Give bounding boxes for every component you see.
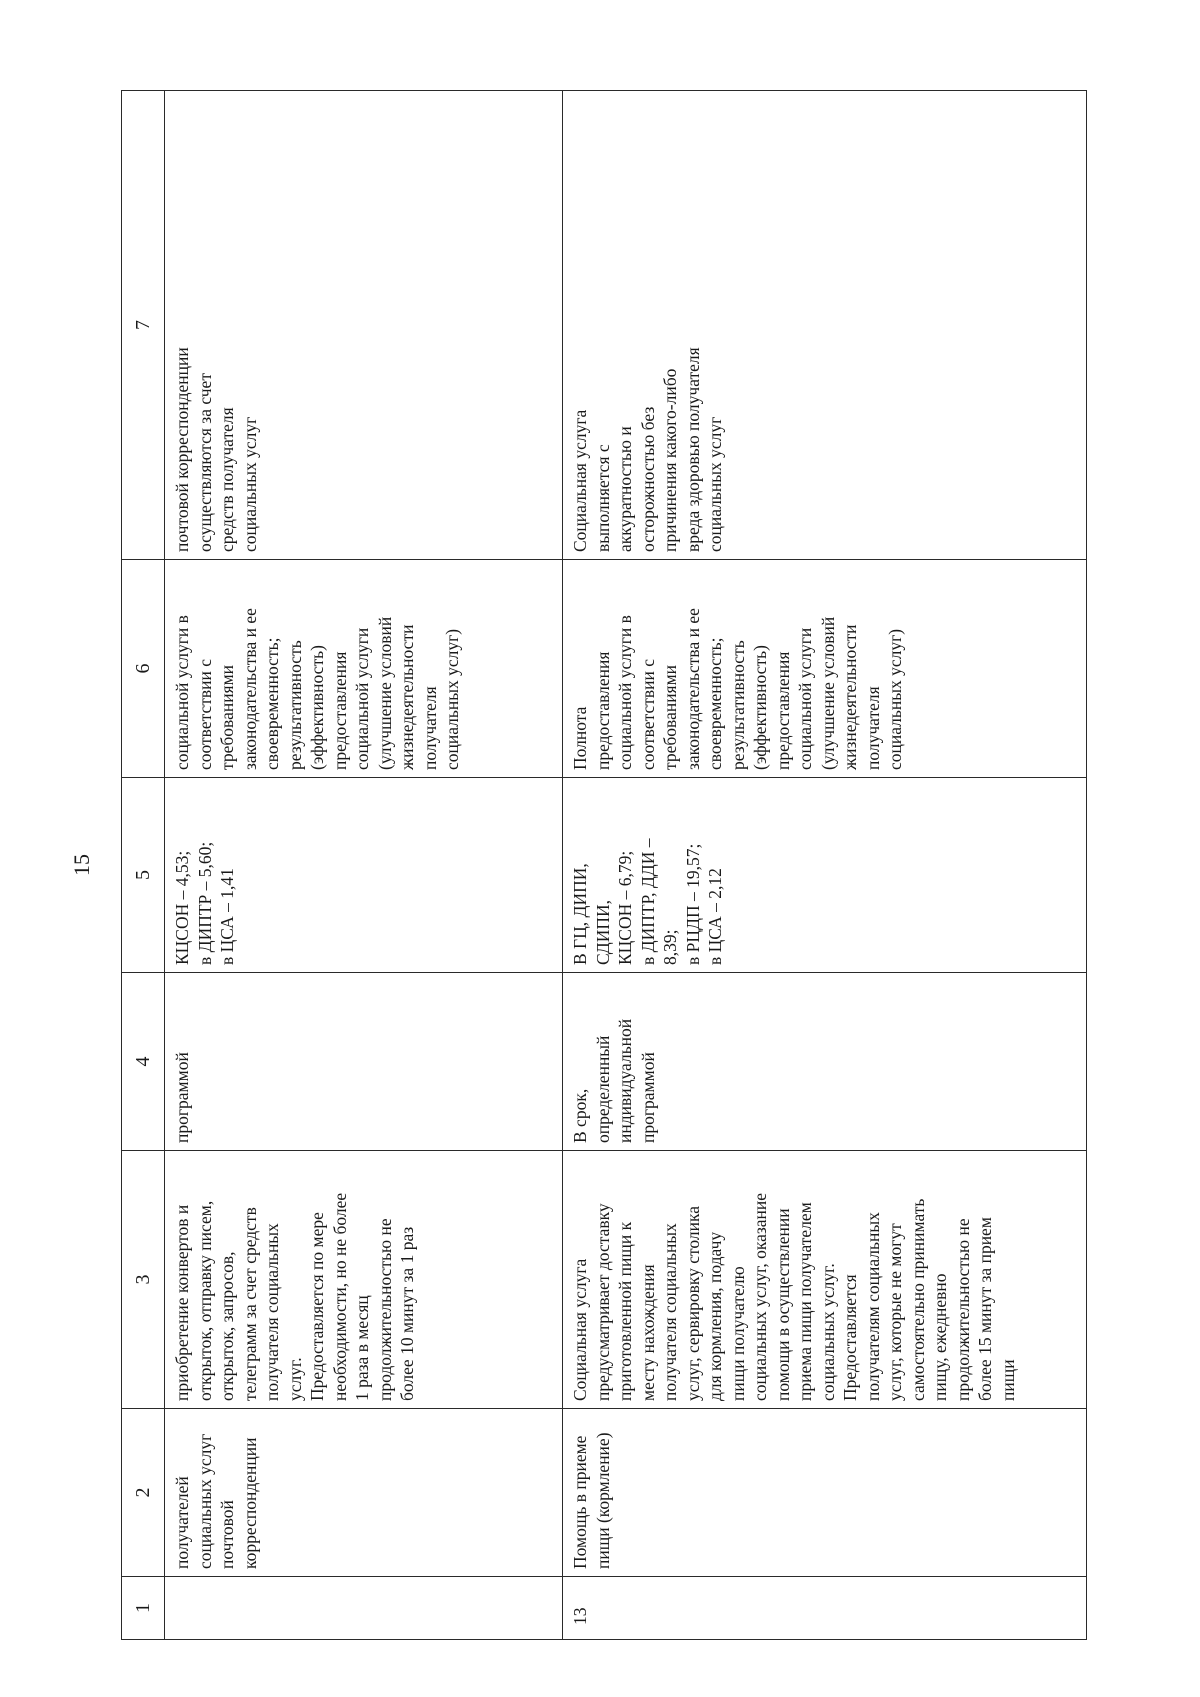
table-cell-quality: социальной услуги в соответствии с требованиями законодательства и ее своевременность; результативность (эффективность) предоставления социальной услуги (улучшение условий жизнедеятельности получателя социальных услуг) [165,560,563,778]
table-cell-description: приобретение конвертов и открыток, отправку писем, открыток, запросов, телеграмм за счет средств получателя социальных услуг. Предоставляется по мере необходимости, но не более 1 раза в месяц продолжительностью не более 10 минут за 1 раз [165,1151,563,1409]
header-cell: 2 [122,1409,165,1577]
services-table [121,90,1087,1640]
table-cell-term: программой [165,973,563,1151]
table-cell-service-name: получателей социальных услуг почтовой корреспонденции [165,1409,563,1577]
table-container [121,91,1087,1640]
header-cell: 6 [122,560,165,778]
table-header-row [122,91,165,1640]
header-cell: 4 [122,973,165,1151]
table-cell-term: В срок, определенный индивидуальной программой [563,973,1087,1151]
header-cell: 5 [122,778,165,973]
table-cell-number: 13 [563,1577,1087,1640]
table-row [165,91,563,1640]
header-cell: 3 [122,1151,165,1409]
table-cell-conditions: Социальная услуга выполняется с аккуратностью и осторожностью без причинения какого-либо вреда здоровью получателя социальных услуг [563,91,1087,560]
table-cell-description: Социальная услуга предусматривает доставку приготовленной пищи к месту нахождения получателя социальных услуг, сервировку столика для кормления, подачу пищи получателю социальных услуг, оказание помощи в осуществлении приема пищи получателем социальных услуг. Предоставляется получателям социальных услуг, которые не могут самостоятельно принимать пищу, ежедневно продолжительностью не более 15 минут за прием пищи [563,1151,1087,1409]
table-cell-rate: КЦСОН – 4,53; в ДИПТР – 5,60; в ЦСА – 1,41 [165,778,563,973]
table-row [563,91,1087,1640]
table-cell-number [165,1577,563,1640]
table-cell-conditions: почтовой корреспонденции осуществляются за счет средств получателя социальных услуг [165,91,563,560]
header-cell: 7 [122,91,165,560]
header-cell: 1 [122,1577,165,1640]
rotated-table-wrapper [121,91,1087,1640]
table-cell-quality: Полнота предоставления социальной услуги в соответствии с требованиями законодательства и ее своевременность; результативность (эффективность) предоставления социальной услуги (улучшение условий жизнедеятельности получателя социальных услуг) [563,560,1087,778]
table-cell-service-name: Помощь в приеме пищи (кормление) [563,1409,1087,1577]
page-number: 15 [69,854,94,876]
table-cell-rate: В ГЦ, ДИПИ, СДИПИ, КЦСОН – 6,79; в ДИПТР, ДДИ – 8,39; в РЦДП – 19,57; в ЦСА – 2,12 [563,778,1087,973]
